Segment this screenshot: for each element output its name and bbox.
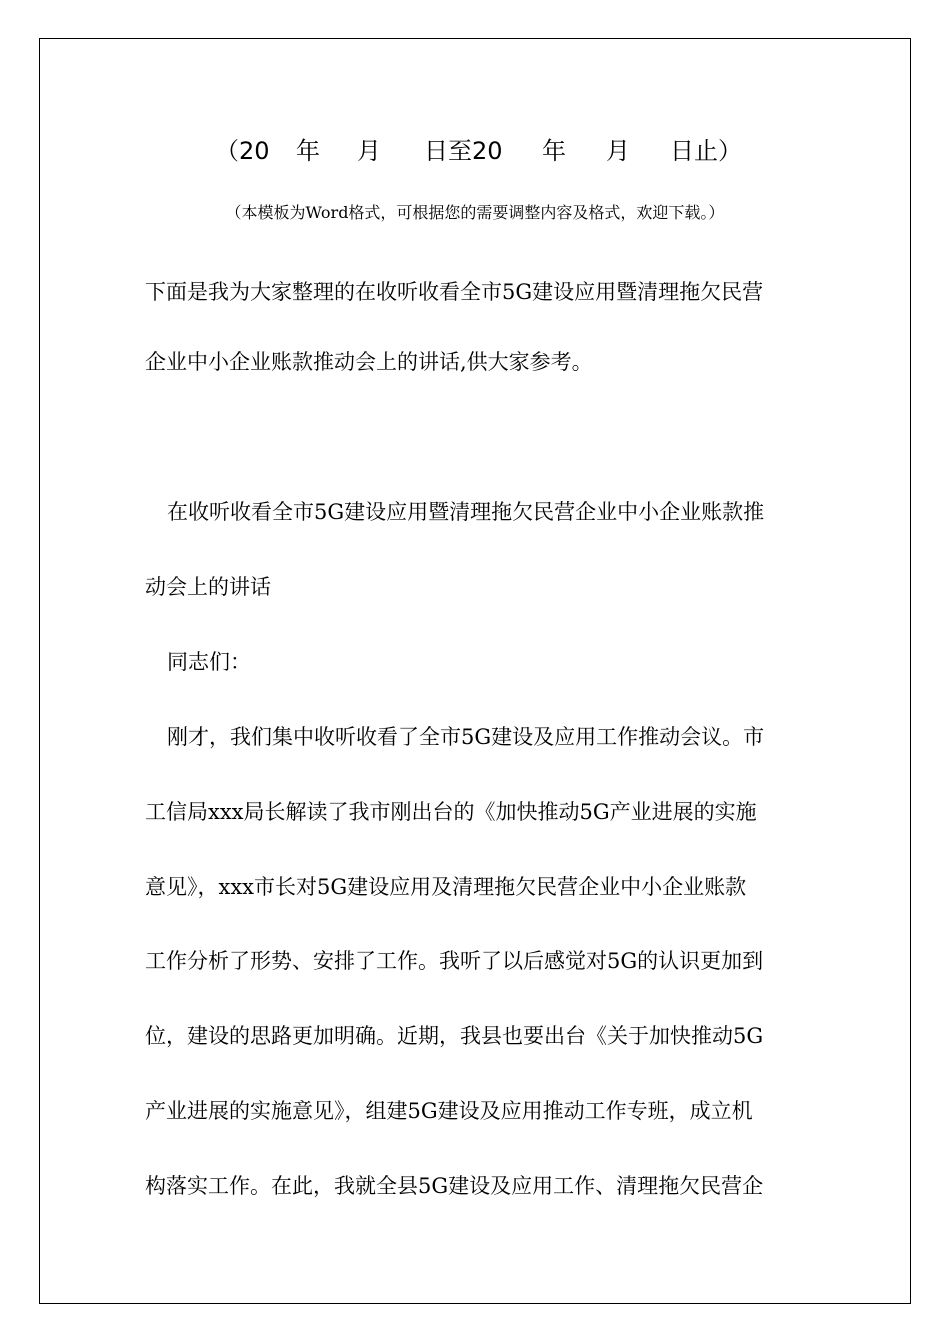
date-part-day-to: 日至20 [424, 137, 503, 165]
body-paragraph-line: 工信局xxx局长解读了我市刚出台的《加快推动5G产业进展的实施 [145, 800, 757, 824]
body-paragraph-line: 刚才，我们集中收听收看了全市5G建设及应用工作推动会议。市 [167, 725, 765, 749]
date-part-day-end: 日止） [670, 137, 742, 165]
salutation: 同志们： [167, 650, 251, 674]
body-paragraph-line: 位，建设的思路更加明确。近期，我县也要出台《关于加快推动5G [145, 1024, 764, 1048]
date-part-year: 年 [296, 137, 320, 165]
body-paragraph-line: 产业进展的实施意见》，组建5G建设及应用推动工作专班，成立机 [145, 1099, 753, 1123]
date-range-line [0, 133, 950, 169]
body-paragraph-line: 意见》，xxx市长对5G建设应用及清理拖欠民营企业中小企业账款 [145, 875, 747, 899]
date-part-year-end: 年 [542, 137, 566, 165]
speech-title-line: 在收听收看全市5G建设应用暨清理拖欠民营企业中小企业账款推 [167, 500, 765, 524]
date-part-month: 月 [357, 137, 381, 165]
body-paragraph-line: 构落实工作。在此，我就全县5G建设及应用工作、清理拖欠民营企 [145, 1174, 764, 1198]
template-note: （本模板为Word格式，可根据您的需要调整内容及格式，欢迎下载。） [225, 203, 725, 222]
speech-title-line: 动会上的讲话 [145, 575, 271, 599]
date-part-month-end: 月 [606, 137, 630, 165]
date-part-start: （20 [215, 137, 270, 165]
body-paragraph-line: 工作分析了形势、安排了工作。我听了以后感觉对5G的认识更加到 [145, 949, 764, 973]
intro-line: 下面是我为大家整理的在收听收看全市5G建设应用暨清理拖欠民营 [145, 280, 764, 304]
intro-line: 企业中小企业账款推动会上的讲话,供大家参考。 [145, 350, 593, 374]
